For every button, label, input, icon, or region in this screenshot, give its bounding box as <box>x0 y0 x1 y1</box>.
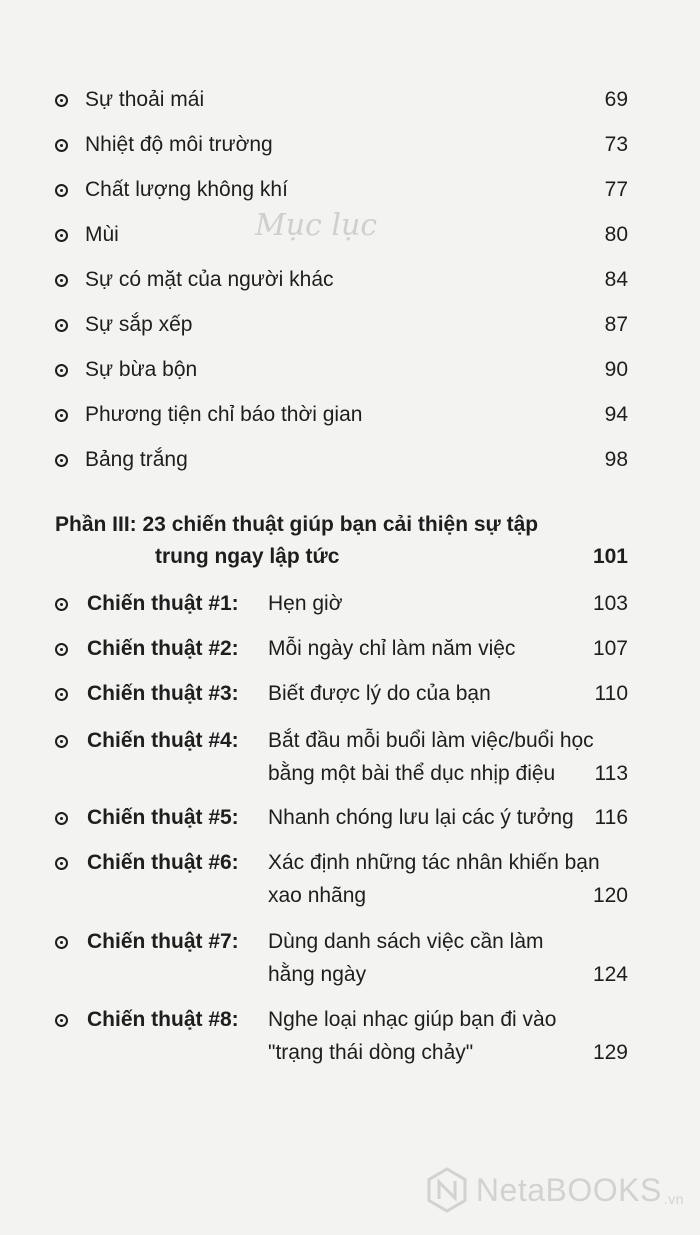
tactic-page: 129 <box>592 1041 628 1064</box>
tactic-label: Chiến thuật #7: <box>87 930 239 953</box>
watermark-brand: NetaBOOKS <box>475 1171 662 1208</box>
tactic-title-line2: hằng ngày <box>268 963 367 986</box>
entry-title: Chất lượng không khí <box>85 178 288 201</box>
bullet-icon <box>55 688 68 701</box>
part-title-line1: Phần III: 23 chiến thuật giúp bạn cải thiện sự tập <box>55 513 539 536</box>
tactic-label: Chiến thuật #8: <box>87 1008 239 1031</box>
entry-page: 80 <box>604 223 628 246</box>
bullet-icon <box>55 1014 68 1027</box>
tactic-title: Bắt đầu mỗi buổi làm việc/buổi học <box>268 729 594 752</box>
tactic-page: 120 <box>592 884 628 907</box>
entry-page: 90 <box>604 358 628 381</box>
tactic-page: 116 <box>594 806 628 829</box>
bullet-icon <box>55 409 68 422</box>
bullet-icon <box>55 598 68 611</box>
netabooks-logo-icon <box>426 1167 468 1213</box>
bullet-icon <box>55 94 68 107</box>
tactic-label: Chiến thuật #4: <box>87 729 239 752</box>
entry-title: Phương tiện chỉ báo thời gian <box>85 403 363 426</box>
entry-title: Bảng trắng <box>85 448 188 471</box>
tactic-label: Chiến thuật #5: <box>87 806 239 829</box>
entry-title: Nhiệt độ môi trường <box>85 133 273 156</box>
tactic-page: 103 <box>592 592 628 615</box>
tactic-title: Biết được lý do của bạn <box>268 682 491 705</box>
entry-title: Mùi <box>85 223 119 246</box>
entry-title: Sự có mặt của người khác <box>85 268 334 291</box>
tactic-title-line2: bằng một bài thể dục nhịp điệu <box>268 762 556 785</box>
tactic-label: Chiến thuật #2: <box>87 637 239 660</box>
entry-page: 73 <box>604 133 628 156</box>
bullet-icon <box>55 454 68 467</box>
tactic-title-line2: xao nhãng <box>268 884 367 907</box>
tactic-page: 110 <box>594 682 628 705</box>
bullet-icon <box>55 229 68 242</box>
entry-title: Sự thoải mái <box>85 88 205 111</box>
show-through-title: Mục lục <box>255 208 378 243</box>
tactic-label: Chiến thuật #1: <box>87 592 239 615</box>
tactic-title: Dùng danh sách việc cần làm <box>268 930 544 953</box>
tactic-title: Nhanh chóng lưu lại các ý tưởng <box>268 806 574 829</box>
entry-page: 94 <box>604 403 628 426</box>
bullet-icon <box>55 139 68 152</box>
bullet-icon <box>55 812 68 825</box>
watermark-suffix: .vn <box>663 1191 684 1207</box>
tactic-page: 124 <box>592 963 628 986</box>
bullet-icon <box>55 936 68 949</box>
tactic-page: 107 <box>592 637 628 660</box>
tactic-title-line2: "trạng thái dòng chảy" <box>268 1041 474 1064</box>
bullet-icon <box>55 319 68 332</box>
tactic-title: Xác định những tác nhân khiến bạn <box>268 851 600 874</box>
netabooks-watermark <box>426 1167 684 1213</box>
entry-title: Sự bừa bộn <box>85 358 198 381</box>
tactic-label: Chiến thuật #6: <box>87 851 239 874</box>
entry-page: 69 <box>604 88 628 111</box>
bullet-icon <box>55 643 68 656</box>
tactic-title: Nghe loại nhạc giúp bạn đi vào <box>268 1008 557 1031</box>
entry-page: 98 <box>604 448 628 471</box>
tactic-title: Mỗi ngày chỉ làm năm việc <box>268 637 516 660</box>
entry-title: Sự sắp xếp <box>85 313 193 336</box>
part-title-line2: trung ngay lập tức <box>155 545 340 568</box>
entry-page: 84 <box>604 268 628 291</box>
bullet-icon <box>55 364 68 377</box>
bullet-icon <box>55 857 68 870</box>
bullet-icon <box>55 735 68 748</box>
tactic-label: Chiến thuật #3: <box>87 682 239 705</box>
entry-page: 77 <box>604 178 628 201</box>
tactic-title: Hẹn giờ <box>268 592 343 615</box>
part-page: 101 <box>592 545 628 568</box>
bullet-icon <box>55 184 68 197</box>
tactic-page: 113 <box>594 762 628 785</box>
bullet-icon <box>55 274 68 287</box>
entry-page: 87 <box>604 313 628 336</box>
